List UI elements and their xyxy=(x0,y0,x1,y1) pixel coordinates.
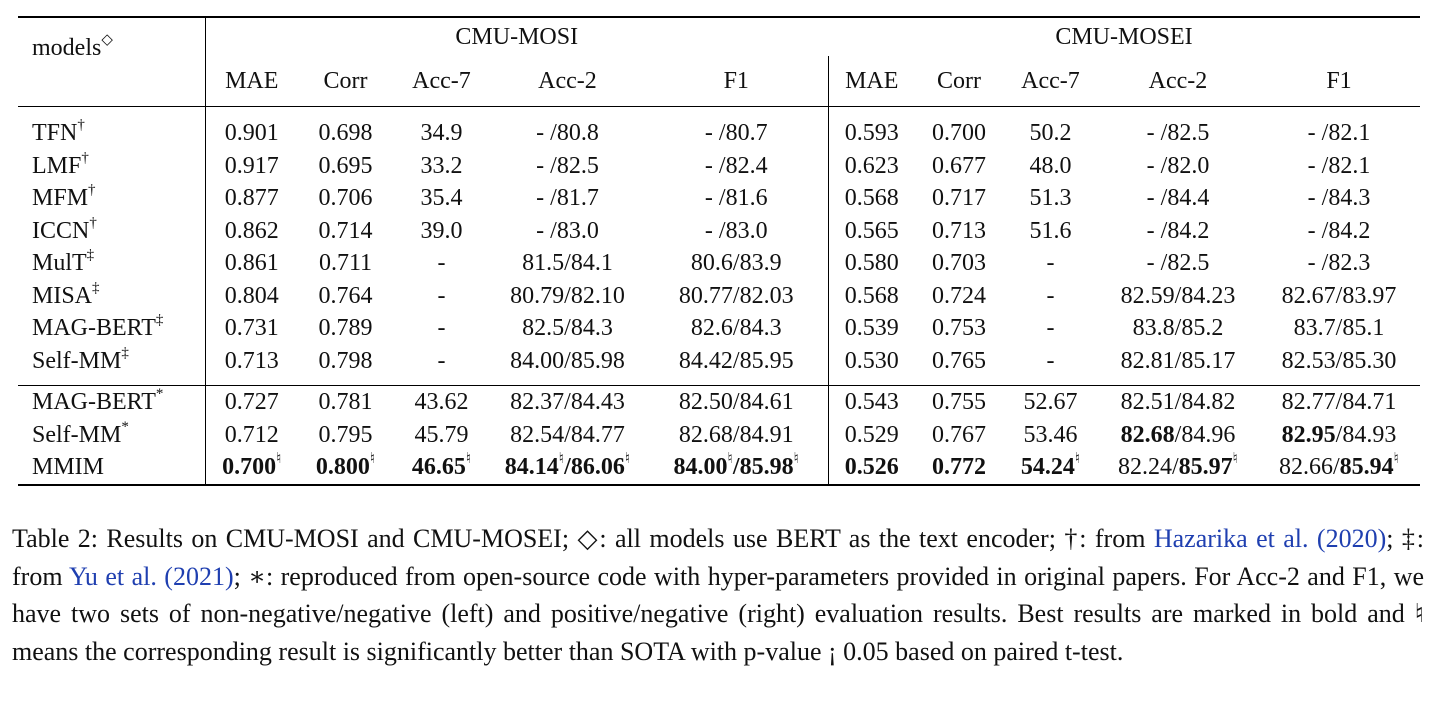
cell-corr-mosei: 0.703 xyxy=(932,250,986,276)
cell-value-part: /86.06 xyxy=(564,454,625,480)
column-header-acc-2: Acc-2 xyxy=(1148,67,1208,94)
cell-value-part: 0.700 xyxy=(222,454,277,480)
cell-f1-mosi: 84.42/85.95 xyxy=(645,345,828,378)
dataset-cmu-mosei: CMU-MOSEI xyxy=(828,17,1420,56)
cell-mae-mosi: 0.731 xyxy=(224,315,279,341)
model-name xyxy=(18,280,205,313)
model-name xyxy=(18,215,205,248)
model-name xyxy=(18,386,205,419)
cell-acc-2-mosei: 82.59/84.23 xyxy=(1120,282,1236,309)
cell-value-part: /84.96 xyxy=(1174,421,1236,448)
source-mark: ‡ xyxy=(92,279,100,296)
significance-mark: ♮ xyxy=(1074,451,1081,467)
cell-corr-mosei: 0.755 xyxy=(915,386,1003,419)
cell-acc-2-mosei: - /84.4 xyxy=(1146,185,1210,211)
significance-mark: ♮ xyxy=(276,451,282,467)
cell-acc-2-mosei: - /84.2 xyxy=(1146,217,1210,244)
spacer xyxy=(1258,377,1420,386)
model-label: MAG-BERT xyxy=(32,315,156,341)
model-name xyxy=(18,312,205,345)
cell-f1-mosi: - /82.4 xyxy=(645,150,828,183)
model-label: Self-MM xyxy=(32,347,122,374)
cell-acc-7-mosei: 50.2 xyxy=(1003,107,1098,150)
cell-mae-mosi: 0.862 xyxy=(224,217,279,244)
model-name xyxy=(18,247,205,280)
cell-corr-mosei: 0.677 xyxy=(932,152,986,179)
cell-acc-7-mosei: - xyxy=(1046,315,1055,341)
cell-f1-mosei: - /82.1 xyxy=(1307,152,1371,179)
cell-value-part: 85.97 xyxy=(1178,454,1233,480)
table-row xyxy=(18,386,1420,419)
column-header-f1: F1 xyxy=(1326,67,1352,94)
cell-mae-mosi: 0.917 xyxy=(224,152,279,179)
cell-corr-mosi: 0.695 xyxy=(318,152,373,179)
cell-mae-mosei: 0.539 xyxy=(844,315,899,341)
cell-acc-2-mosei: - /82.5 xyxy=(1098,107,1258,150)
cell-f1-mosi: 82.68/84.91 xyxy=(645,419,828,452)
spacer xyxy=(393,377,490,386)
cell-f1-mosi: 82.6/84.3 xyxy=(645,312,828,345)
cell-mae-mosi: 0.713 xyxy=(224,347,279,374)
cell-corr-mosi: 0.764 xyxy=(318,282,373,309)
model-label: Self-MM xyxy=(32,421,122,448)
cell-corr-mosei: 0.700 xyxy=(915,107,1003,150)
cell-acc-2-mosi: - /80.8 xyxy=(490,107,645,150)
cell-f1-mosei: 82.67/83.97 xyxy=(1281,282,1397,309)
cell-f1-mosi: 80.6/83.9 xyxy=(645,247,828,280)
table-row xyxy=(18,312,1420,345)
cell-acc-2-mosi: 82.5/84.3 xyxy=(522,315,613,341)
cell-corr-mosi: 0.698 xyxy=(298,107,393,150)
source-mark: ‡ xyxy=(86,247,95,263)
citation-link[interactable]: Yu et al. (2021) xyxy=(69,561,234,591)
cell-value-part: 82.68 xyxy=(1120,421,1175,448)
source-mark: * xyxy=(155,386,164,402)
cell-corr-mosei: 0.713 xyxy=(932,217,986,244)
cell-corr-mosei: 0.765 xyxy=(932,347,986,374)
cell-corr-mosi xyxy=(298,451,393,485)
spacer xyxy=(298,377,393,386)
cell-f1-mosi: - /83.0 xyxy=(645,215,828,248)
model-label: MFM xyxy=(32,185,89,211)
spacer xyxy=(1098,377,1258,386)
cell-mae-mosei: 0.568 xyxy=(844,282,899,309)
cell-acc-2-mosi: - /82.5 xyxy=(536,152,599,179)
model-name xyxy=(18,182,205,215)
cell-acc-7-mosei: 51.3 xyxy=(1029,185,1072,211)
cell-acc-2-mosei: 82.51/84.82 xyxy=(1098,386,1258,419)
cell-mae-mosi: 0.861 xyxy=(224,250,279,276)
column-header-acc-7: Acc-7 xyxy=(1021,67,1080,94)
cell-acc-2-mosei xyxy=(1098,451,1258,485)
cell-f1-mosi: - /80.7 xyxy=(645,107,828,150)
cell-acc-7-mosi: 45.79 xyxy=(414,421,469,448)
cell-acc-2-mosi: - /83.0 xyxy=(536,217,599,244)
model-name xyxy=(18,345,205,378)
cell-f1-mosei: - /84.2 xyxy=(1307,217,1371,244)
column-header-corr: Corr xyxy=(937,67,981,94)
cell-f1-mosei: - /82.1 xyxy=(1258,107,1420,150)
cell-corr-mosi: 0.798 xyxy=(318,347,373,374)
column-header-f1: F1 xyxy=(645,56,828,107)
spacer xyxy=(18,377,205,386)
cell-acc-2-mosi: 80.79/82.10 xyxy=(510,282,625,309)
cell-acc-2-mosi xyxy=(490,451,645,485)
caption-text: ; ∗: reproduced from open-source code with hyper-parameters provided in original papers. For Acc-2 and F1, we have two sets of non-negative/negative (left) and positive/negative (right) evaluation results. Best results are marked in bold and ♮ means the corresponding result is significantly better than SOTA with p-value ¡ 0.05 based on paired t-test. xyxy=(12,561,1425,666)
cell-acc-7-mosei: 48.0 xyxy=(1029,152,1072,179)
cell-corr-mosi: 0.781 xyxy=(298,386,393,419)
cell-f1-mosei xyxy=(1258,419,1420,452)
significance-mark: ♮ xyxy=(624,451,631,467)
cell-acc-7-mosei: - xyxy=(1046,347,1055,374)
cell-mae-mosei: 0.593 xyxy=(828,107,915,150)
model-label: MISA xyxy=(32,282,93,309)
source-mark: † xyxy=(89,214,97,231)
cell-acc-7-mosi: - xyxy=(437,282,446,309)
cell-acc-2-mosei: 83.8/85.2 xyxy=(1132,315,1224,341)
cell-acc-7-mosi xyxy=(393,451,490,485)
results-table xyxy=(18,16,1420,486)
cell-f1-mosei xyxy=(1258,451,1420,485)
significance-mark: ♮ xyxy=(1232,451,1239,467)
table-row xyxy=(18,215,1420,248)
cell-mae-mosi: 0.877 xyxy=(224,185,279,211)
table-row xyxy=(18,150,1420,183)
cell-value-part: /84.93 xyxy=(1335,421,1397,448)
table-caption xyxy=(12,520,1424,670)
cell-value-part: 0.800 xyxy=(315,454,370,480)
model-name xyxy=(18,150,205,183)
cell-acc-7-mosei: - xyxy=(1046,282,1055,309)
cell-value-part: 82.66/ xyxy=(1278,454,1340,480)
cell-corr-mosei: 0.724 xyxy=(932,282,986,309)
cell-acc-7-mosi: 34.9 xyxy=(393,107,490,150)
cell-corr-mosi: 0.706 xyxy=(318,185,373,211)
significance-mark: ♮ xyxy=(727,451,733,467)
cell-mae-mosi: 0.712 xyxy=(224,421,279,448)
cell-acc-7-mosei: 53.46 xyxy=(1023,421,1078,448)
cell-acc-7-mosi: 39.0 xyxy=(420,217,463,244)
cell-corr-mosi: 0.711 xyxy=(318,250,373,276)
cell-acc-2-mosei: 82.81/85.17 xyxy=(1120,347,1236,374)
cell-mae-mosei: 0.530 xyxy=(844,347,899,374)
caption-text: Table 2: Results on CMU-MOSI and CMU-MOSEI; ◇: all models use BERT as the text encoder; †: from xyxy=(12,524,1154,553)
table-row xyxy=(18,419,1420,452)
cell-value-part: 0.772 xyxy=(932,454,986,480)
table-row xyxy=(18,280,1420,313)
cell-acc-7-mosi: 35.4 xyxy=(420,185,463,211)
cell-mae-mosi: 0.901 xyxy=(205,107,298,150)
model-label: LMF xyxy=(32,152,82,179)
cell-acc-7-mosi: - xyxy=(437,315,446,341)
cell-corr-mosei: 0.717 xyxy=(932,185,986,211)
cell-corr-mosei: 0.753 xyxy=(932,315,986,341)
cell-f1-mosei: - /82.3 xyxy=(1307,250,1371,276)
cell-mae-mosi: 0.804 xyxy=(224,282,279,309)
model-label: MAG-BERT xyxy=(32,389,156,415)
model-label: TFN xyxy=(32,120,78,146)
significance-mark: ♮ xyxy=(369,451,376,467)
cell-acc-2-mosi: 82.37/84.43 xyxy=(490,386,645,419)
models-header xyxy=(18,17,205,107)
model-name xyxy=(18,107,205,150)
significance-mark: ♮ xyxy=(1393,451,1400,467)
model-name xyxy=(18,419,205,452)
cell-acc-2-mosei: - /82.5 xyxy=(1146,250,1210,276)
table-row xyxy=(18,107,1420,150)
cell-mae-mosei: 0.543 xyxy=(828,386,915,419)
significance-mark: ♮ xyxy=(793,451,799,467)
cell-f1-mosi: - /81.6 xyxy=(645,182,828,215)
model-label: ICCN xyxy=(32,217,90,244)
cell-value-part: 85.94 xyxy=(1339,454,1394,480)
cell-acc-2-mosei: - /82.0 xyxy=(1146,152,1210,179)
cell-acc-2-mosi: 81.5/84.1 xyxy=(522,250,613,276)
source-mark: † xyxy=(88,182,96,198)
cell-value-part: 54.24 xyxy=(1020,454,1075,480)
models-header-label: models xyxy=(32,35,102,61)
cell-f1-mosei: 82.53/85.30 xyxy=(1281,347,1397,374)
cell-acc-7-mosei: - xyxy=(1046,250,1055,276)
cell-corr-mosei: 0.767 xyxy=(932,421,986,448)
cell-acc-7-mosei: 52.67 xyxy=(1003,386,1098,419)
cell-value-part: 82.24/ xyxy=(1117,454,1179,480)
significance-mark: ♮ xyxy=(558,451,565,467)
cell-value-part: 46.65 xyxy=(411,454,466,480)
column-header-mae: MAE xyxy=(225,67,279,94)
citation-link[interactable]: Hazarika et al. (2020) xyxy=(1153,524,1387,553)
table-row xyxy=(18,451,1420,485)
cell-acc-2-mosi: - /81.7 xyxy=(536,185,599,211)
significance-mark: ♮ xyxy=(465,451,472,467)
dataset-cmu-mosi: CMU-MOSI xyxy=(205,17,828,56)
column-header-acc-2: Acc-2 xyxy=(538,67,597,94)
cell-acc-7-mosei xyxy=(1003,451,1098,485)
cell-corr-mosi: 0.714 xyxy=(318,217,373,244)
spacer-row xyxy=(18,377,1420,386)
spacer xyxy=(205,377,298,386)
table-row xyxy=(18,182,1420,215)
cell-value-part: 0.526 xyxy=(844,454,899,480)
cell-acc-2-mosi: 82.54/84.77 xyxy=(510,421,625,448)
cell-acc-2-mosi: 84.00/85.98 xyxy=(510,347,625,374)
cell-mae-mosei xyxy=(828,451,915,485)
table-row xyxy=(18,247,1420,280)
model-name xyxy=(18,451,205,485)
column-header-acc-7: Acc-7 xyxy=(412,67,471,94)
caption-text: ; ‡: from xyxy=(12,524,1424,591)
cell-mae-mosei: 0.565 xyxy=(844,217,899,244)
dataset-header-row xyxy=(18,17,1420,56)
model-label: MulT xyxy=(32,250,87,276)
spacer xyxy=(490,377,645,386)
spacer xyxy=(1003,377,1098,386)
cell-f1-mosei: 82.77/84.71 xyxy=(1258,386,1420,419)
cell-acc-7-mosi: - xyxy=(437,347,446,374)
source-mark: ‡ xyxy=(155,312,164,328)
cell-value-part: 82.95 xyxy=(1281,421,1336,448)
cell-f1-mosi: 82.50/84.61 xyxy=(645,386,828,419)
cell-f1-mosei: - /84.3 xyxy=(1307,185,1371,211)
source-mark: † xyxy=(77,117,85,133)
cell-acc-7-mosei: 51.6 xyxy=(1029,217,1072,244)
source-mark: † xyxy=(81,149,89,166)
spacer xyxy=(645,377,828,386)
cell-value-part: 84.00 xyxy=(673,454,728,480)
spacer xyxy=(915,377,1003,386)
cell-mae-mosei: 0.529 xyxy=(844,421,899,448)
diamond-mark: ◇ xyxy=(101,32,113,48)
cell-value-part: /85.98 xyxy=(732,454,794,480)
cell-mae-mosi xyxy=(205,451,298,485)
cell-corr-mosi: 0.789 xyxy=(318,315,373,341)
table-row xyxy=(18,345,1420,378)
cell-corr-mosei xyxy=(915,451,1003,485)
model-label: MMIM xyxy=(32,454,105,480)
cell-mae-mosei: 0.623 xyxy=(844,152,899,179)
cell-mae-mosei: 0.580 xyxy=(844,250,899,276)
source-mark: * xyxy=(121,418,129,435)
cell-acc-7-mosi: 33.2 xyxy=(420,152,463,179)
cell-acc-7-mosi: 43.62 xyxy=(393,386,490,419)
spacer xyxy=(828,377,915,386)
cell-f1-mosei: 83.7/85.1 xyxy=(1293,315,1385,341)
cell-f1-mosi xyxy=(645,451,828,485)
cell-mae-mosei: 0.568 xyxy=(844,185,899,211)
cell-corr-mosi: 0.795 xyxy=(318,421,373,448)
cell-acc-2-mosei xyxy=(1098,419,1258,452)
cell-value-part: 84.14 xyxy=(504,454,559,480)
source-mark: ‡ xyxy=(121,344,129,361)
column-header-corr: Corr xyxy=(323,67,368,94)
column-header-mae: MAE xyxy=(845,67,899,94)
cell-f1-mosi: 80.77/82.03 xyxy=(645,280,828,313)
cell-acc-7-mosi: - xyxy=(437,250,446,276)
cell-mae-mosi: 0.727 xyxy=(205,386,298,419)
column-header-row xyxy=(18,56,1420,107)
